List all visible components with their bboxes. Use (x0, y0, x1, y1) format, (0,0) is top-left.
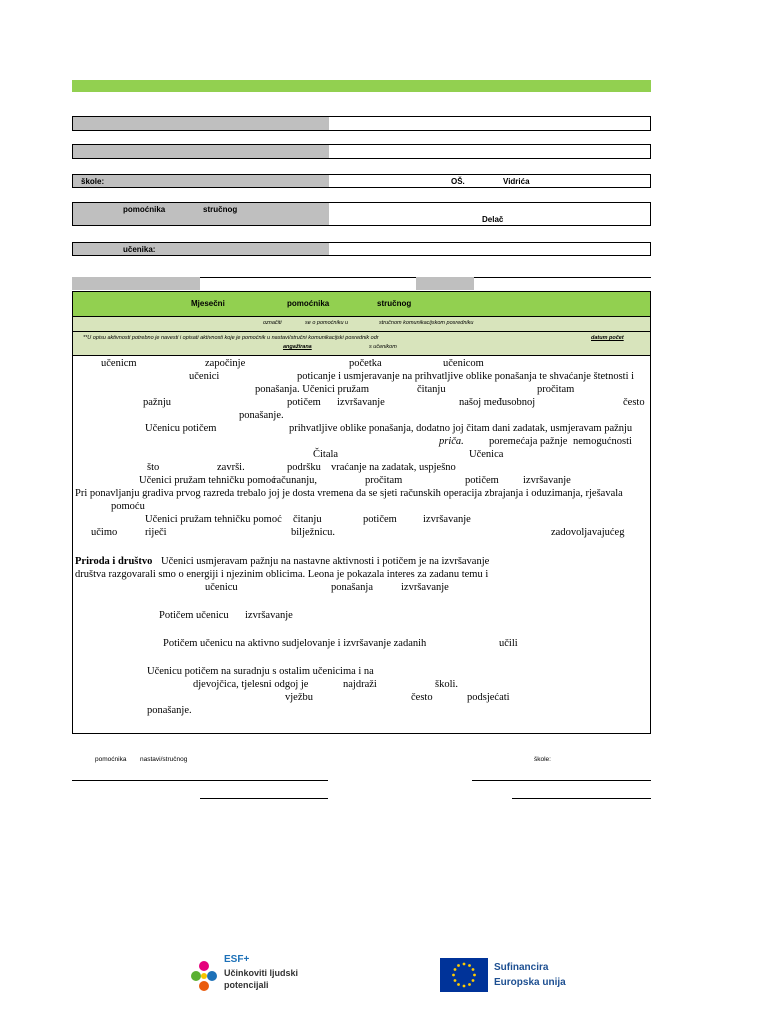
form-row-2 (72, 144, 651, 159)
note-3: stručnom komunikacijskom posredniku (379, 320, 474, 326)
body-text: Potičem učenicu (159, 610, 229, 621)
instruction-text: **U opisu aktivnosti potrebno je navesti i opisati aktivnosti koje je pomoćnik u nastavi/stručni komunikacijski posrednik odr (83, 335, 379, 341)
body-text: Učenici pružam tehničku pomoć (145, 514, 282, 525)
body-text: Čitala (313, 449, 339, 460)
eu-line-1: Sufinancira (494, 962, 549, 973)
body-text: čitanju (293, 514, 322, 525)
signature-label-1: pomoćnika (95, 756, 127, 763)
header-bar (72, 80, 651, 92)
body-text: vježbu (285, 692, 313, 703)
body-text: učenicu (205, 582, 238, 593)
signature-line-2[interactable] (472, 780, 651, 781)
eu-logo (440, 958, 590, 994)
body-text: izvršavanje (423, 514, 471, 525)
date-label-2 (416, 277, 474, 290)
report-title-2: pomoćnika (287, 299, 330, 308)
esf-line-2: potencijali (224, 980, 269, 990)
body-text: priča. (439, 436, 464, 447)
body-text: pomoću (111, 501, 145, 512)
school-value-2: Vidrića (503, 177, 530, 186)
form-row-1 (72, 116, 651, 131)
body-text: Učenicu potičem (145, 423, 217, 434)
body-text: Pri ponavljanju gradiva prvog razreda trebalo joj je dosta vremena da se sjeti računskih operacija zbrajanja i oduzimanja, rješavala (75, 488, 623, 499)
body-text: poremećaja pažnje (489, 436, 568, 447)
assistant-label-cell (73, 203, 329, 225)
note-2: se o pomoćniku u (305, 320, 349, 326)
body-text: djevojčica, tjelesni odgoj je (193, 679, 309, 690)
body-text: zadovoljavajućeg (551, 527, 625, 538)
report-header (72, 291, 651, 317)
body-text: potičem (363, 514, 397, 525)
signature-line-3[interactable] (200, 798, 328, 799)
body-text: započinje (205, 358, 246, 369)
assistant-value-cell[interactable] (329, 203, 650, 225)
assistant-label-2: stručnog (203, 205, 238, 214)
body-text: što (147, 462, 160, 473)
body-text: podsjećati (467, 692, 510, 703)
student-row (72, 242, 651, 256)
with-student-text: s učenikom (369, 344, 397, 350)
signature-line-4[interactable] (512, 798, 651, 799)
school-value-cell[interactable] (329, 175, 650, 187)
student-label-cell (73, 243, 329, 255)
date-label-1 (72, 277, 200, 290)
note-1: označiti (263, 320, 282, 326)
signature-line-1[interactable] (72, 780, 328, 781)
eu-flag-icon (440, 958, 488, 992)
form-row-1-label (73, 117, 329, 130)
body-text: učenicom (443, 358, 484, 369)
assistant-label-1: pomoćnika (123, 205, 166, 214)
esf-logo (188, 954, 328, 998)
form-row-2-value[interactable] (329, 145, 650, 158)
body-text: društva razgovarali smo o energiji i njezinim oblicima. Leona je pokazala interes za zadanu temu i (75, 569, 489, 580)
report-title-1: Mjesečni (191, 299, 225, 308)
school-value-1: OŠ. (451, 177, 465, 186)
body-text: čitanju (417, 384, 446, 395)
body-text: podršku (287, 462, 321, 473)
form-row-1-value[interactable] (329, 117, 650, 130)
assistant-row (72, 202, 651, 226)
report-instruction-row (72, 332, 651, 356)
body-text: često (623, 397, 645, 408)
signature-label-school: škole: (534, 756, 551, 763)
body-text: početka (349, 358, 382, 369)
body-text: nemogućnosti (573, 436, 632, 447)
eu-line-2: Europska unija (494, 977, 566, 988)
body-text: učenici (189, 371, 220, 382)
body-text: računanju, (273, 475, 318, 486)
body-text: ponašanje. (239, 410, 284, 421)
body-text: učili (499, 638, 518, 649)
form-row-2-label (73, 145, 329, 158)
body-text: ponašanja (331, 582, 373, 593)
body-text: potičem (465, 475, 499, 486)
body-text: ponašanje. (147, 705, 192, 716)
body-text: izvršavanje (401, 582, 449, 593)
body-text: bilježnicu. (291, 527, 336, 538)
engaged-text: angažirana (283, 344, 312, 350)
esf-title: ESF+ (224, 954, 250, 965)
body-text: izvršavanje (337, 397, 385, 408)
body-text: izvršavanje (523, 475, 571, 486)
body-text: riječi (145, 527, 167, 538)
body-text: Potičem učenicu na aktivno sudjelovanje i izvršavanje zadanih (163, 638, 427, 649)
student-label: učenika: (123, 245, 156, 254)
body-text: pročitam (537, 384, 575, 395)
body-text: najdraži (343, 679, 377, 690)
body-text: školi. (435, 679, 459, 690)
body-text: često (411, 692, 433, 703)
date-start-text: datum počet (591, 335, 624, 341)
body-text: ponašanja. Učenici pružam (255, 384, 369, 395)
body-text: završi. (217, 462, 245, 473)
body-text: Učenicu potičem na suradnju s ostalim učenicima i na (147, 666, 374, 677)
esf-line-1: Učinkoviti ljudski (224, 968, 299, 978)
date-line-2 (474, 277, 651, 278)
body-text: prihvatljive oblike ponašanja, dodatno joj čitam dani zadatak, usmjeravam pažnju (289, 423, 633, 434)
school-label-cell (73, 175, 329, 187)
esf-flower-icon (188, 956, 220, 996)
body-text: izvršavanje (245, 610, 293, 621)
student-value-cell[interactable] (329, 243, 650, 255)
school-row (72, 174, 651, 188)
body-text: našoj međusobnoj (459, 397, 536, 408)
date-line-1 (200, 277, 416, 278)
body-text: učenicm (101, 358, 137, 369)
body-text: pročitam (365, 475, 403, 486)
activity-description (72, 356, 651, 734)
body-text: Učenica (469, 449, 504, 460)
body-heading: Priroda i društvo (75, 556, 153, 567)
body-text: poticanje i usmjeravanje na prihvatljive oblike ponašanja te shvaćanje štetnosti i (297, 371, 635, 382)
body-text: učimo (91, 527, 118, 538)
body-text: pažnju (143, 397, 171, 408)
body-text: vraćanje na zadatak, uspješno (331, 462, 456, 473)
signature-label-2: nastavi/stručnog (140, 756, 188, 763)
assistant-value: Delač (482, 215, 504, 224)
body-text: Učenici usmjeravam pažnju na nastavne aktivnosti i potičem je na izvršavanje (161, 556, 490, 567)
report-title-3: stručnog (377, 299, 412, 308)
body-text: Učenici pružam tehničku pomoć (139, 475, 276, 486)
body-text: potičem (287, 397, 321, 408)
school-label: škole: (81, 177, 105, 186)
report-note-row (72, 317, 651, 332)
